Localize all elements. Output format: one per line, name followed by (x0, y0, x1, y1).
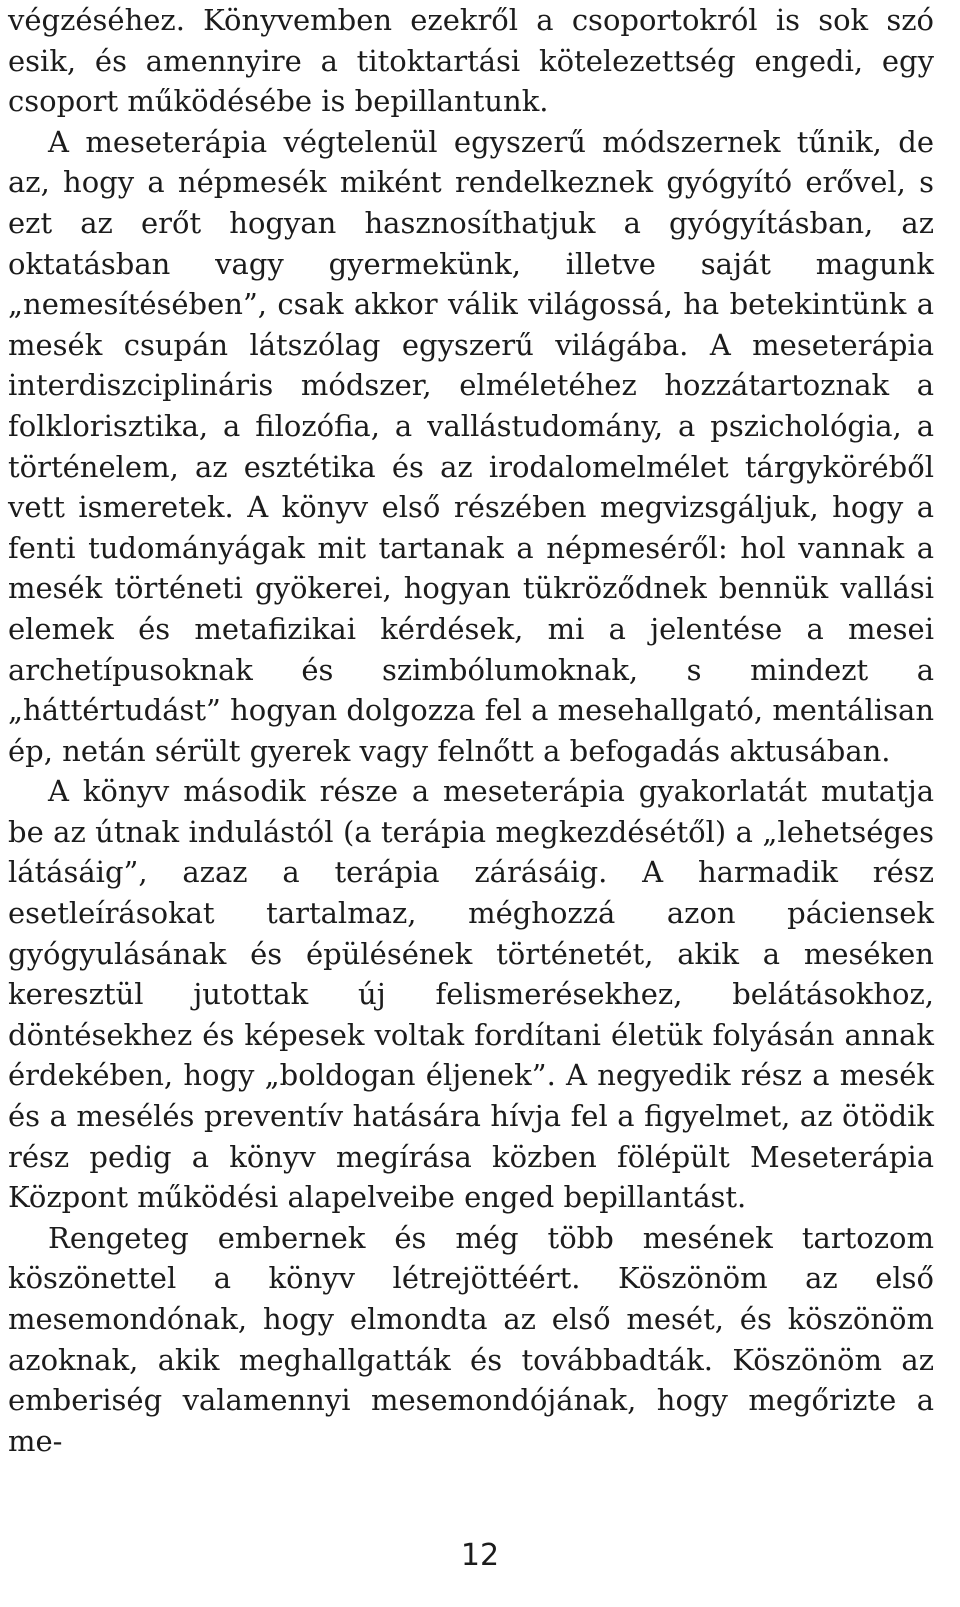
paragraph-continuation: végzéséhez. Könyvemben ezekről a csoportokról is sok szó esik, és amennyire a titoktartási kötelezettség engedi, egy csoport működésébe is bepillantunk. (8, 3, 934, 119)
page-number: 12 (460, 1538, 500, 1573)
paragraph-acknowledgements: Rengeteg embernek és még több mesének tartozom köszönettel a könyv létrejöttéért. Köszönöm az első mesemondónak, hogy elmondta az első mesét, és köszönöm azoknak, akik meghallgatták és továbbadták. Köszönöm az emberiség valamennyi mesemondójának, hogy megőrizte a me- (8, 1220, 934, 1458)
paragraph-meseterapia-method: A meseterápia végtelenül egyszerű módszernek tűnik, de az, hogy a népmesék miként rendelkeznek gyógyító erővel, s ezt az erőt hogyan hasznosíthatjuk a gyógyításban, az oktatásban vagy gyermekünk, illetve saját magunk „nemesítésében”, csak akkor válik világossá, ha betekintünk a mesék csupán látszólag egyszerű világába. A meseterápia interdiszciplináris módszer, elméletéhez hozzátartoznak a folklorisztika, a filozófia, a vallástudomány, a pszichológia, a történelem, az esztétika és az irodalomelmélet tárgyköréből vett ismeretek. A könyv első részében megvizsgáljuk, hogy a fenti tudományágak mit tartanak a népmeséről: hol vannak a mesék történeti gyökerei, hogyan tükröződnek bennük vallási elemek és metafizikai kérdések, mi a jelentése a mesei archetípusoknak és szimbólumoknak, s mindezt a „háttértudást” hogyan dolgozza fel a mesehallgató, mentálisan ép, netán sérült gyerek vagy felnőtt a befogadás aktusában. (8, 124, 934, 768)
book-page (8, 0, 934, 1461)
paragraph-book-parts: A könyv második része a meseterápia gyakorlatát mutatja be az útnak indulástól (a terápia megkezdésétől) a „lehetséges látásáig”, azaz a terápia zárásáig. A harmadik rész esetleírásokat tartalmaz, méghozzá azon páciensek gyógyulásának és épülésének történetét, akik a meséken keresztül jutottak új felismerésekhez, belátásokhoz, döntésekhez és képesek voltak fordítani életük folyásán annak érdekében, hogy „boldogan éljenek”. A negyedik rész a mesék és a mesélés preventív hatására hívja fel a figyelmet, az ötödik rész pedig a könyv megírása közben fölépült Meseterápia Központ működési alapelveibe enged bepillantást. (8, 774, 934, 1215)
